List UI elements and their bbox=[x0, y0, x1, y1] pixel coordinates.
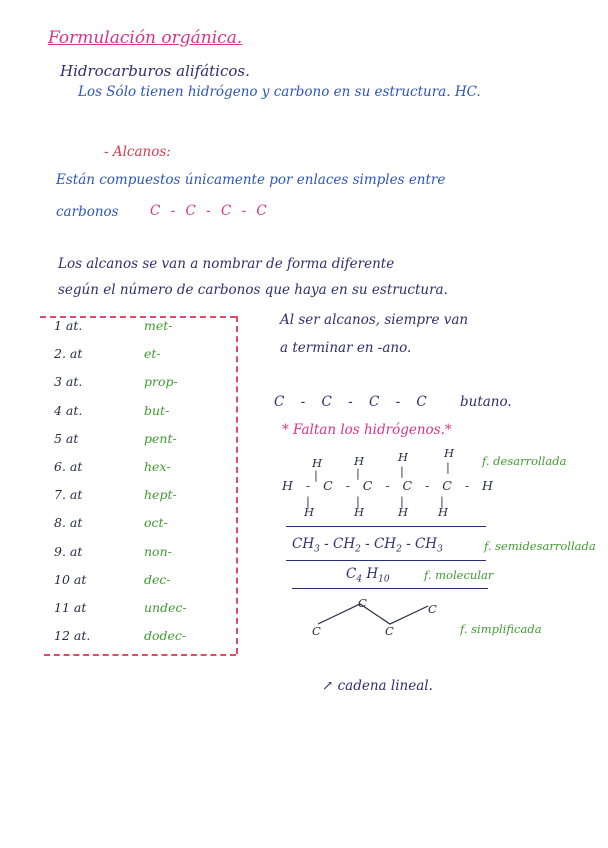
prefix-row-count: 5 at bbox=[54, 430, 79, 446]
developed-bond-top-1: | bbox=[314, 468, 318, 482]
developed-h-bottom-3: H bbox=[398, 505, 409, 519]
developed-h-bottom-1: H bbox=[304, 505, 315, 519]
developed-h-bottom-4: H bbox=[438, 505, 449, 519]
prefix-row-count: 7. at bbox=[54, 487, 83, 503]
developed-bond-top-4: | bbox=[446, 460, 450, 474]
prefix-row-prefix: met- bbox=[144, 318, 173, 333]
skeletal-label: f. simplificada bbox=[460, 622, 542, 636]
butane-name: butano. bbox=[460, 394, 512, 410]
developed-bond-bottom-2: | bbox=[356, 494, 360, 508]
developed-main-chain: H - C - C - C - C - H bbox=[282, 478, 498, 493]
alkanes-heading: - Alcanos: bbox=[104, 144, 171, 160]
prefix-row-count: 8. at bbox=[54, 515, 83, 531]
suffix-note-line2: a terminar en -ano. bbox=[280, 340, 412, 356]
developed-bond-bottom-4: | bbox=[440, 494, 444, 508]
prefix-row-prefix: hept- bbox=[144, 487, 177, 503]
prefix-row-count: 12 at. bbox=[54, 628, 91, 644]
prefix-row-prefix: dodec- bbox=[144, 628, 187, 644]
prefix-row-prefix: pent- bbox=[144, 430, 177, 446]
developed-bond-bottom-3: | bbox=[400, 494, 404, 508]
naming-line1: Los alcanos se van a nombrar de forma diferente bbox=[58, 256, 395, 272]
developed-bond-top-3: | bbox=[400, 464, 404, 478]
formula-separator-2 bbox=[286, 560, 486, 561]
prefix-row-count: 9. at bbox=[54, 543, 83, 559]
definition-text: Los Sólo tienen hidrógeno y carbono en su estructura. HC. bbox=[78, 84, 481, 100]
prefix-row-count: 10 at bbox=[54, 571, 87, 587]
molecular-label: f. molecular bbox=[424, 568, 494, 582]
prefix-row-prefix: non- bbox=[144, 543, 172, 559]
naming-line2: según el número de carbonos que haya en su estructura. bbox=[58, 282, 448, 298]
developed-h-top-3: H bbox=[398, 450, 409, 464]
developed-h-bottom-2: H bbox=[354, 505, 365, 519]
table-bottom-border bbox=[44, 654, 236, 656]
prefix-row-count: 1 at. bbox=[54, 318, 83, 333]
formula-separator-3 bbox=[292, 588, 488, 589]
prefix-row-count: 4 at. bbox=[54, 402, 83, 418]
semi-developed-label: f. semidesarrollada bbox=[484, 539, 596, 553]
prefix-row-prefix: dec- bbox=[144, 571, 171, 587]
prefix-row-prefix: undec- bbox=[144, 600, 187, 615]
alkanes-definition-line1: Están compuestos únicamente por enlaces simples entre bbox=[56, 172, 446, 188]
prefix-row-count: 11 at bbox=[54, 600, 87, 615]
skeletal-atom-2: C bbox=[358, 596, 367, 610]
skeletal-atom-4: C bbox=[428, 602, 437, 616]
missing-hydrogens-note: * Faltan los hidrógenos.* bbox=[282, 422, 452, 438]
carbon-chain-example: C - C - C - C bbox=[150, 203, 270, 219]
skeletal-atom-1: C bbox=[312, 624, 321, 638]
developed-h-top-2: H bbox=[354, 454, 365, 468]
butane-chain: C - C - C - C bbox=[274, 394, 433, 410]
developed-h-top-4: H bbox=[444, 446, 455, 460]
chain-note: ↗ cadena lineal. bbox=[322, 678, 433, 694]
molecular-formula: $C_4$ $H_{10}$ bbox=[346, 566, 390, 585]
prefix-row-prefix: oct- bbox=[144, 515, 168, 531]
page-title: Formulación orgánica. bbox=[48, 28, 243, 48]
suffix-note-line1: Al ser alcanos, siempre van bbox=[280, 312, 469, 328]
table-right-border bbox=[236, 316, 238, 654]
developed-bond-top-2: | bbox=[356, 466, 360, 480]
semi-developed-formula: $CH_3 - CH_2 - CH_2 - CH_3$ bbox=[292, 536, 443, 555]
prefix-row-count: 6. at bbox=[54, 459, 83, 474]
developed-label: f. desarrollada bbox=[482, 454, 567, 468]
prefix-row-count: 3 at. bbox=[54, 374, 83, 390]
prefix-row-count: 2. at bbox=[54, 346, 83, 362]
prefix-row-prefix: but- bbox=[144, 402, 170, 418]
developed-h-top-1: H bbox=[312, 456, 323, 470]
subtitle: Hidrocarburos alifáticos. bbox=[60, 62, 250, 80]
prefix-row-prefix: prop- bbox=[144, 374, 178, 390]
prefix-row-prefix: hex- bbox=[144, 459, 171, 474]
alkanes-definition-line2: carbonos bbox=[56, 204, 119, 220]
developed-bond-bottom-1: | bbox=[306, 494, 310, 508]
prefix-row-prefix: et- bbox=[144, 346, 161, 362]
formula-separator-1 bbox=[286, 526, 486, 527]
skeletal-atom-3: C bbox=[385, 624, 394, 638]
